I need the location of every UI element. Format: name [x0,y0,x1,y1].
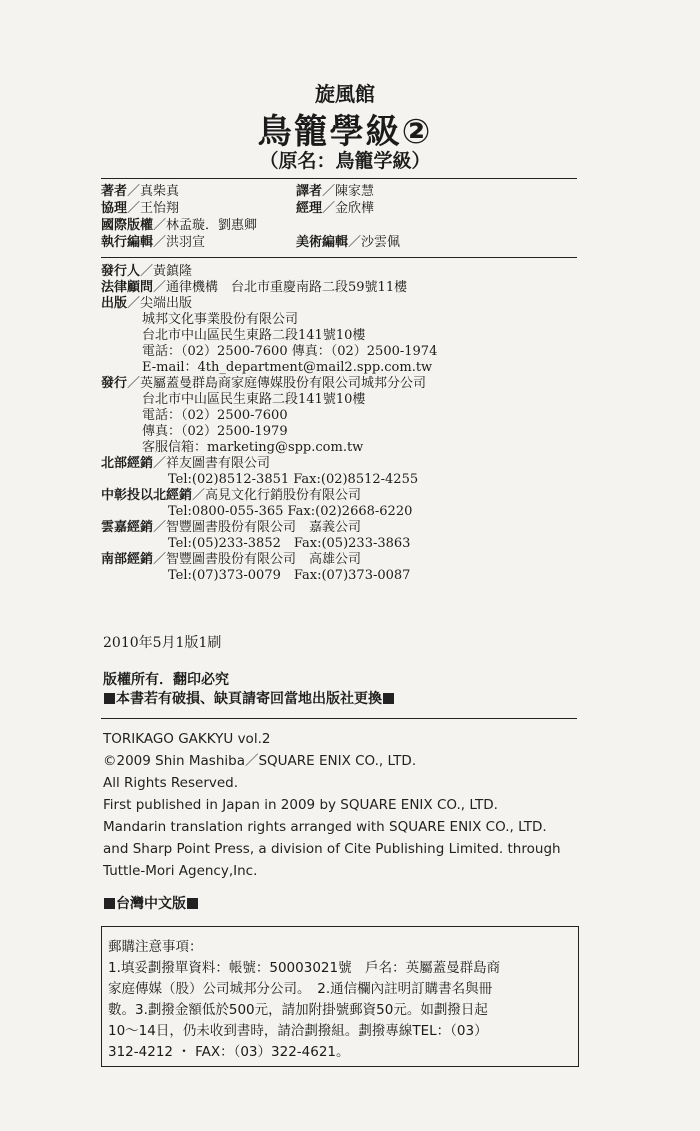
imprint-legal [101,280,407,296]
imprint-publish [101,296,192,312]
credit-value: ／洪羽宣 [153,235,206,250]
mail-order-line: 312-4212 ・ FAX：（03）322-4621。 [108,1044,350,1060]
imprint-value: ／祥友圖書有限公司 [153,456,271,471]
credit-value: ／林孟璇．劉惠卿 [153,218,258,233]
credit-author [101,183,179,200]
imprint-value: ／英屬蓋曼群島商家庭傳媒股份有限公司城邦分公司 [127,376,427,391]
top-divider [101,178,577,179]
original-title: （原名：鳥籠学級） [259,150,431,172]
imprint-zhongbei [101,488,361,504]
imprint-north [101,456,270,472]
imprint-publish-phone: 電話：（02）2500-7600 傳真：（02）2500-1974 [142,344,438,359]
imprint-value: ／智豐圖書股份有限公司 嘉義公司 [153,520,362,535]
credit-intl-rights [101,217,257,234]
mail-order-line: 1.填妥劃撥單資料：帳號：50003021號 戶名：英屬蓋曼群島商 [108,960,501,976]
mail-order-heading: 郵購注意事項： [108,939,203,955]
credit-manager [296,200,374,217]
imprint-yunjia [101,520,361,536]
imprint-value: ／黃鎮隆 [140,264,193,279]
book-title: 鳥籠學級② [257,112,433,152]
imprint-publish-email: E-mail：4th_department@mail2.spp.com.tw [142,360,433,375]
imprint-label: 北部經銷 [101,456,154,471]
imprint-dist-email: 客服信箱：marketing@spp.com.tw [142,440,364,455]
credit-art-editor [296,234,400,251]
square-bullet-icon [383,693,394,704]
imprint-label: 南部經銷 [101,552,154,567]
mid-divider [101,257,577,258]
damage-notice-text: 本書若有破損、缺頁請寄回當地出版社更換 [116,691,382,707]
imprint-distributor [101,376,426,392]
imprint-value: ／通律機構 台北市重慶南路二段59號11樓 [153,280,408,295]
imprint-publish-address: 台北市中山區民生東路二段141號10樓 [142,328,366,343]
imprint-value: ／智豐圖書股份有限公司 高雄公司 [153,552,362,567]
imprint-dist-address: 台北市中山區民生東路二段141號10樓 [142,392,366,407]
imprint-label: 出版 [101,296,128,311]
credit-value: ／真柴真 [127,184,180,199]
imprint-yunjia-contact: Tel:(05)233-3852 Fax:(05)233-3863 [168,536,411,551]
credit-value: ／金欣樺 [322,201,375,216]
copyright-divider [101,718,577,719]
imprint-value: ／高見文化行銷股份有限公司 [192,488,362,503]
english-rights: All Rights Reserved. [103,775,239,791]
publisher-name: 旋風館 [315,82,375,106]
taiwan-edition [103,893,199,913]
credit-translator [296,183,374,200]
credit-value: ／沙雲佩 [348,235,401,250]
mail-order-line: 家庭傳媒（股）公司城邦分公司。 2.通信欄內註明訂購書名與冊 [108,981,493,997]
imprint-south [101,552,361,568]
damage-notice [103,688,395,708]
credit-exec-editor [101,234,205,251]
imprint-value: ／尖端出版 [127,296,193,311]
mail-order-line: 10～14日，仍未收到書時，請洽劃撥組。劃撥專線TEL：（03） [108,1023,488,1039]
credit-label: 協理 [101,201,128,216]
credit-label: 國際版權 [101,218,154,233]
english-agency: Tuttle-Mori Agency,Inc. [103,863,258,879]
imprint-label: 發行人 [101,264,141,279]
mail-order-line: 數。3.劃撥金額低於500元，請加附掛號郵資50元。如劃撥日起 [108,1002,488,1018]
square-bullet-icon [104,898,115,909]
imprint-dist-fax: 傳真：（02）2500-1979 [142,424,288,439]
credit-value: ／王怡翔 [127,201,180,216]
credit-label: 經理 [296,201,323,216]
square-bullet-icon [104,693,115,704]
credit-label: 執行編輯 [101,235,154,250]
credit-label: 美術編輯 [296,235,349,250]
taiwan-edition-text: 台灣中文版 [116,896,186,912]
english-sharp-point: and Sharp Point Press, a division of Cite Publishing Limited. through [103,841,561,857]
english-first-published: First published in Japan in 2009 by SQUARE ENIX CO., LTD. [103,797,498,813]
credit-assist [101,200,179,217]
imprint-zhongbei-contact: Tel:0800-055-365 Fax:(02)2668-6220 [168,504,413,519]
edition-date: 2010年5月1版1刷 [103,635,222,651]
imprint-publish-company: 城邦文化事業股份有限公司 [142,312,299,327]
english-title: TORIKAGO GAKKYU vol.2 [103,731,271,747]
imprint-dist-phone: 電話：（02）2500-7600 [142,408,288,423]
credit-value: ／陳家慧 [322,184,375,199]
imprint-south-contact: Tel:(07)373-0079 Fax:(07)373-0087 [168,568,411,583]
rights-reserved: 版權所有．翻印必究 [103,672,229,688]
square-bullet-icon [187,898,198,909]
english-copyright: ©2009 Shin Mashiba／SQUARE ENIX CO., LTD. [103,753,417,769]
imprint-label: 中彰投以北經銷 [101,488,193,503]
credit-label: 著者 [101,184,128,199]
imprint-label: 法律顧問 [101,280,154,295]
imprint-label: 發行 [101,376,128,391]
imprint-label: 雲嘉經銷 [101,520,154,535]
imprint-issuer [101,264,192,280]
imprint-north-contact: Tel:(02)8512-3851 Fax:(02)8512-4255 [168,472,419,487]
english-translation-rights: Mandarin translation rights arranged with SQUARE ENIX CO., LTD. [103,819,547,835]
credit-label: 譯者 [296,184,323,199]
